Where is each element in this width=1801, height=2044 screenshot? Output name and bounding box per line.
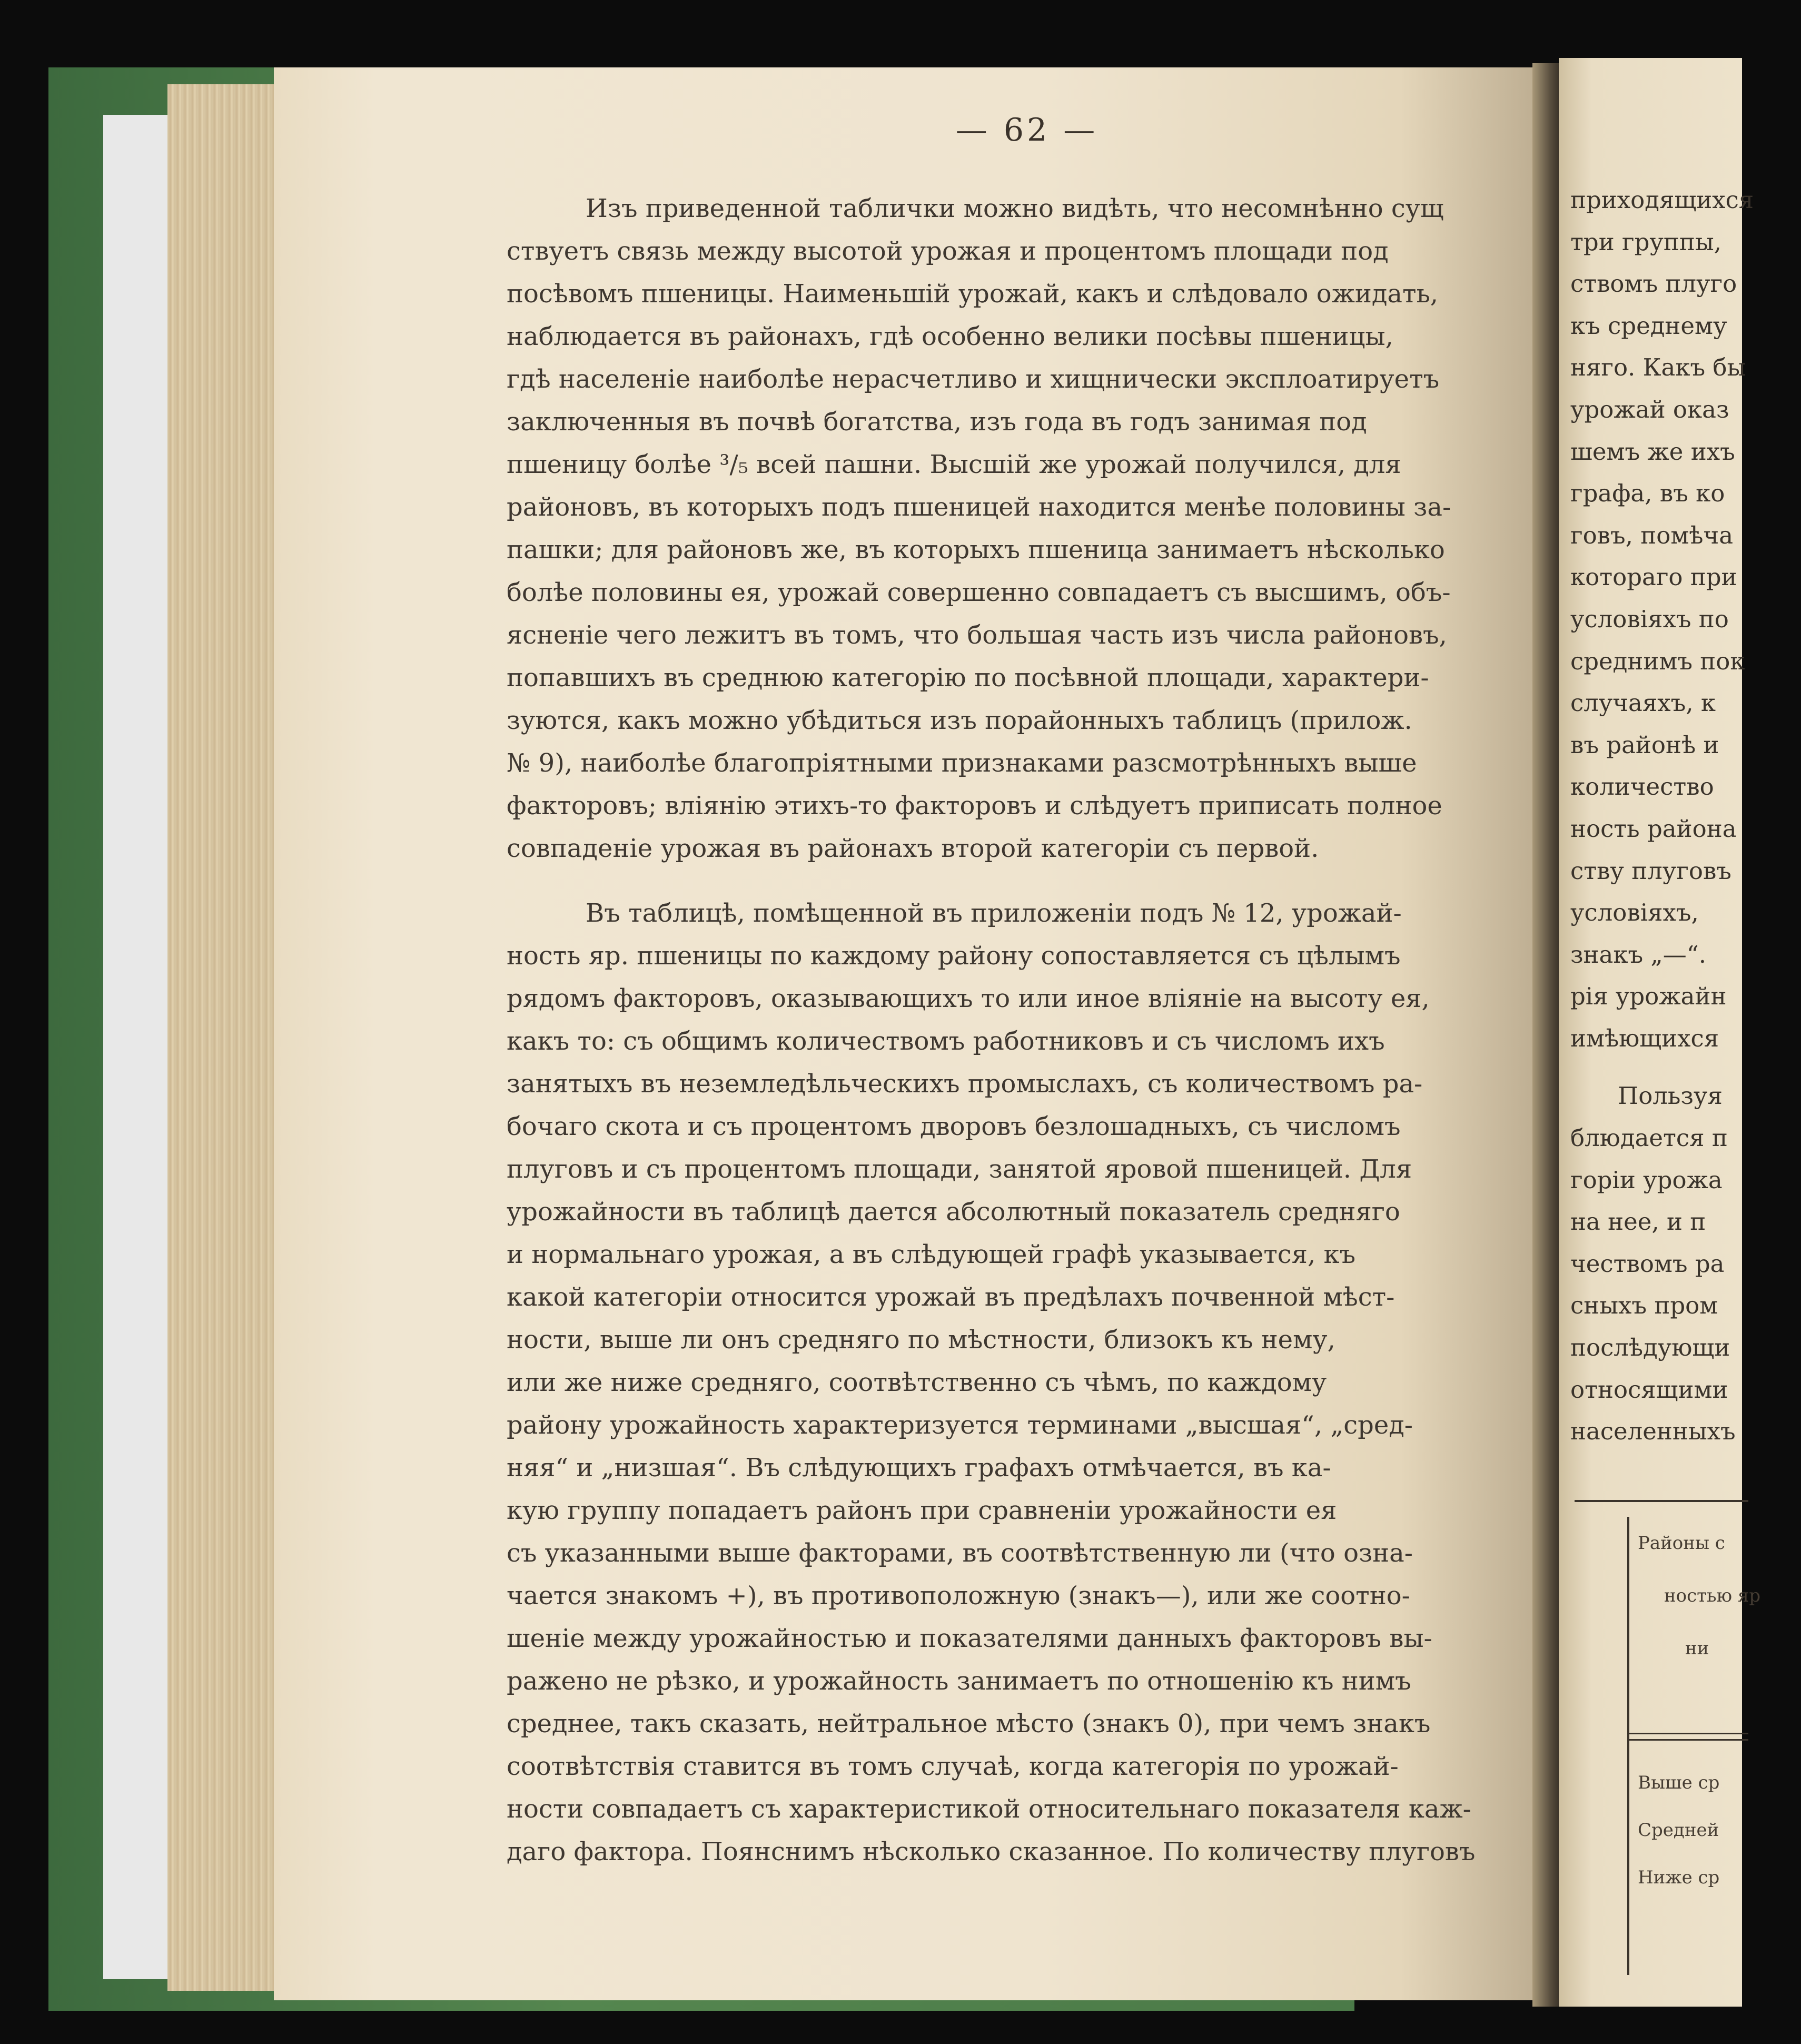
text-line: шемъ же ихъ xyxy=(1570,437,1735,466)
text-line: посѣвомъ пшеницы. Наименьшій урожай, какъ и слѣдовало ожидать, xyxy=(507,279,1438,309)
text-line: пашки; для районовъ же, въ которыхъ пшеница занимаетъ нѣсколько xyxy=(507,535,1445,565)
text-line: условіяхъ, xyxy=(1570,898,1699,927)
text-line: количество xyxy=(1570,773,1714,801)
text-line: кую группу попадаетъ районъ при сравненіи урожайности ея xyxy=(507,1496,1337,1525)
text-line: гдѣ населеніе наиболѣе нерасчетливо и хищнически эксплоатируетъ xyxy=(507,364,1440,394)
text-line: говъ, помѣча xyxy=(1570,521,1734,549)
text-line: какъ то: съ общимъ количествомъ работниковъ и съ числомъ ихъ xyxy=(507,1026,1385,1056)
text-line: условіяхъ по xyxy=(1570,605,1729,633)
text-line: зуются, какъ можно убѣдиться изъ порайонныхъ таблицъ (прилож. xyxy=(507,706,1412,735)
text-line: шеніе между урожайностью и показателями данныхъ факторовъ вы- xyxy=(507,1624,1432,1653)
table-top-rule xyxy=(1575,1500,1748,1502)
text-line: заключенныя въ почвѣ богатства, изъ года въ годъ занимая под xyxy=(507,407,1367,437)
text-line: плуговъ и съ процентомъ площади, занятой яровой пшеницей. Для xyxy=(507,1154,1412,1184)
text-line: блюдается п xyxy=(1570,1124,1728,1152)
text-line: няя“ и „низшая“. Въ слѣдующихъ графахъ отмѣчается, въ ка- xyxy=(507,1453,1331,1483)
text-line: даго фактора. Поянснимъ нѣсколько сказанное. По количеству плуговъ xyxy=(507,1837,1476,1867)
text-line: болѣе половины ея, урожай совершенно совпадаетъ съ высшимъ, объ- xyxy=(507,578,1451,607)
text-line: послѣдующи xyxy=(1570,1334,1730,1362)
text-line: попавшихъ въ среднюю категорію по посѣвной площади, характери- xyxy=(507,663,1429,693)
text-line: знакъ „—“. xyxy=(1570,940,1707,969)
text-line: относящими xyxy=(1570,1375,1728,1404)
left-page-text xyxy=(507,187,1526,1873)
text-line: Пользуя xyxy=(1618,1082,1723,1110)
text-line: ясненіе чего лежитъ въ томъ, что большая часть изъ числа районовъ, xyxy=(507,620,1447,650)
text-line: на нее, и п xyxy=(1570,1208,1706,1236)
text-line: или же ниже средняго, соотвѣтственно съ чѣмъ, по каждому xyxy=(507,1368,1327,1397)
text-line: ствуетъ связь между высотой урожая и процентомъ площади под xyxy=(507,236,1389,266)
table-row-label: Средней xyxy=(1638,1820,1719,1841)
text-line: району урожайность характеризуется терминами „высшая“, „сред- xyxy=(507,1410,1413,1440)
table-header-rule xyxy=(1627,1739,1748,1741)
text-line: ность яр. пшеницы по каждому району сопоставляется съ цѣлымъ xyxy=(507,941,1401,971)
text-line: ствомъ плуго xyxy=(1570,270,1737,298)
text-line: ность района xyxy=(1570,814,1737,843)
text-line: бочаго скота и съ процентомъ дворовъ безлошадныхъ, съ числомъ xyxy=(507,1112,1401,1141)
table-header-line: Районы с xyxy=(1638,1533,1725,1554)
text-line: занятыхъ въ неземледѣльческихъ промыслахъ, съ количествомъ ра- xyxy=(507,1069,1423,1099)
paragraph-gap xyxy=(507,870,1526,892)
text-line: урожай оказ xyxy=(1570,395,1729,423)
text-line: няго. Какъ бы xyxy=(1570,353,1746,382)
text-line: графа, въ ко xyxy=(1570,479,1725,508)
right-page xyxy=(1559,58,1761,2007)
text-line: совпаденіе урожая въ районахъ второй категоріи съ первой. xyxy=(507,834,1319,863)
text-line: ству плуговъ xyxy=(1570,856,1731,885)
table-row-label: Ниже ср xyxy=(1638,1867,1720,1888)
text-line: съ указанными выше факторами, въ соотвѣтственную ли (что озна- xyxy=(507,1538,1413,1568)
page-number: — 62 — xyxy=(955,112,1099,149)
text-line: чествомъ ра xyxy=(1570,1249,1725,1278)
table-header-line: ни xyxy=(1685,1638,1709,1659)
table-header-rule xyxy=(1627,1733,1748,1734)
text-line: котораго при xyxy=(1570,563,1737,591)
text-line: имѣющихся xyxy=(1570,1024,1719,1052)
table-header-line: ностью яр xyxy=(1664,1585,1761,1606)
text-line: рія урожайн xyxy=(1570,982,1727,1011)
table-row-label: Выше ср xyxy=(1638,1772,1720,1793)
text-line: населенныхъ xyxy=(1570,1417,1736,1446)
text-line: горіи урожа xyxy=(1570,1166,1723,1194)
text-line: рядомъ факторовъ, оказывающихъ то или иное вліяніе на высоту ея, xyxy=(507,984,1430,1013)
paragraph-gap xyxy=(1570,1059,1749,1075)
text-line: три группы, xyxy=(1570,228,1721,256)
text-line: пшеницу болѣе ³/₅ всей пашни. Высшій же урожай получился, для xyxy=(507,450,1401,479)
text-line: приходящихся xyxy=(1570,186,1754,214)
text-line: среднимъ пок xyxy=(1570,647,1745,675)
text-line: какой категоріи относится урожай въ предѣлахъ почвенной мѣст- xyxy=(507,1282,1395,1312)
paragraph-2 xyxy=(507,892,1526,1873)
text-line: къ среднему xyxy=(1570,311,1727,340)
text-line: № 9), наиболѣе благопріятными признаками разсмотрѣнныхъ выше xyxy=(507,748,1417,778)
text-line: ражено не рѣзко, и урожайность занимаетъ по отношенію къ нимъ xyxy=(507,1666,1411,1696)
text-line: ности, выше ли онъ средняго по мѣстности, близокъ къ нему, xyxy=(507,1325,1335,1355)
text-line: Изъ приведенной таблички можно видѣть, что несомнѣнно сущ xyxy=(586,194,1444,223)
text-line: чается знакомъ +), въ противоположную (знакъ—), или же соотно- xyxy=(507,1581,1410,1611)
text-line: соотвѣтствія ставится въ томъ случаѣ, когда категорія по урожай- xyxy=(507,1752,1399,1781)
text-line: районовъ, въ которыхъ подъ пшеницей находится менѣе половины за- xyxy=(507,492,1451,522)
text-line: и нормальнаго урожая, а въ слѣдующей графѣ указывается, къ xyxy=(507,1240,1356,1269)
text-line: случаяхъ, к xyxy=(1570,689,1716,717)
table-left-rule xyxy=(1627,1517,1629,1975)
text-line: ности совпадаетъ съ характеристикой относительнаго показателя каж- xyxy=(507,1794,1471,1824)
text-line: сныхъ пром xyxy=(1570,1291,1718,1320)
paragraph-1 xyxy=(507,187,1526,870)
right-page-text xyxy=(1570,179,1754,1453)
text-line: урожайности въ таблицѣ дается абсолютный показатель средняго xyxy=(507,1197,1400,1227)
text-line: Въ таблицѣ, помѣщенной въ приложеніи подъ № 12, урожай- xyxy=(586,898,1402,928)
text-line: наблюдается въ районахъ, гдѣ особенно велики посѣвы пшеницы, xyxy=(507,322,1393,351)
text-line: среднее, такъ сказать, нейтральное мѣсто (знакъ 0), при чемъ знакъ xyxy=(507,1709,1431,1739)
text-line: факторовъ; вліянію этихъ-то факторовъ и слѣдуетъ приписать полное xyxy=(507,791,1442,821)
text-line: въ районѣ и xyxy=(1570,730,1719,759)
